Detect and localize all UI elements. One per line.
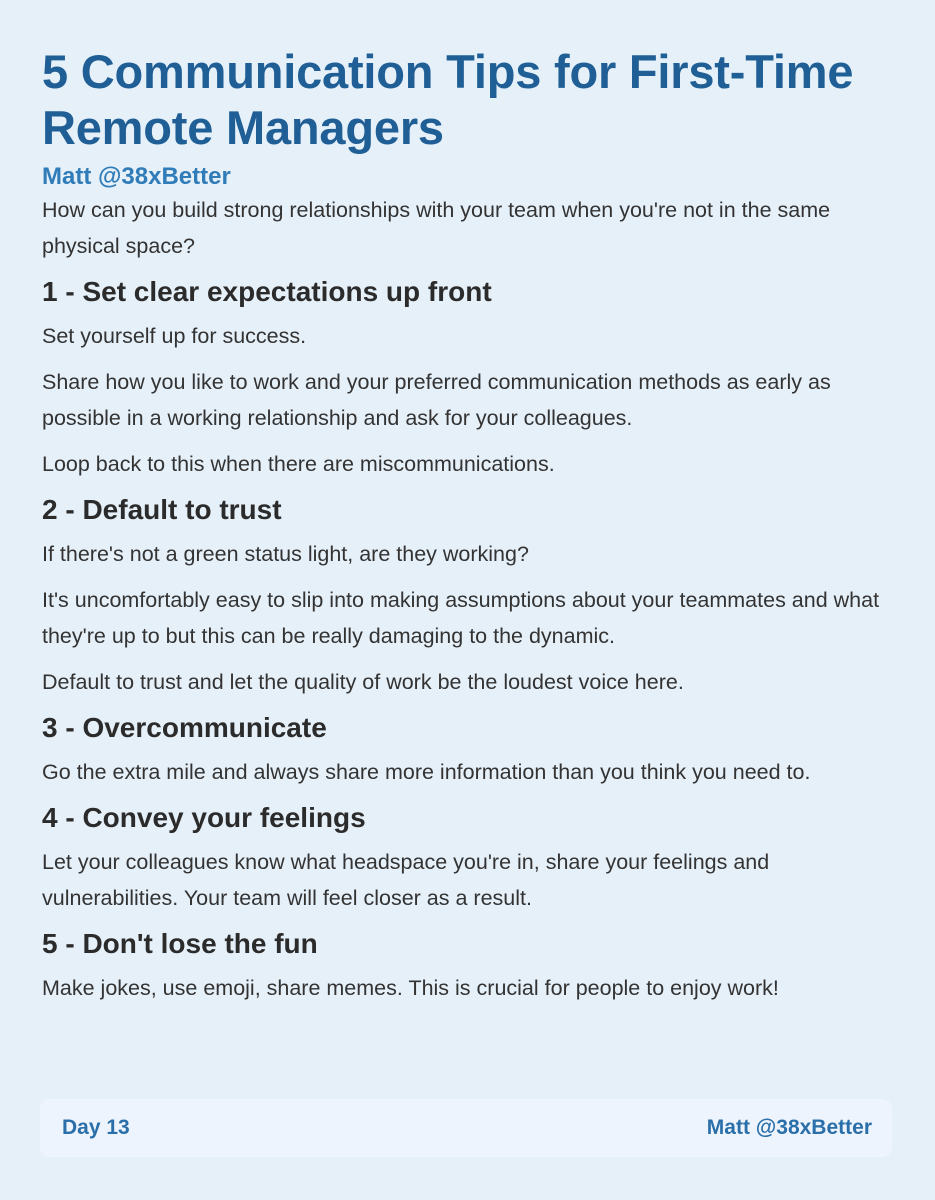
tip-paragraph: Let your colleagues know what headspace you're in, share your feelings and vulnerabilities. Your team will feel closer as a result. bbox=[42, 850, 770, 910]
tip-paragraph: Make jokes, use emoji, share memes. This is crucial for people to enjoy work! bbox=[42, 976, 779, 1000]
tip-paragraph: Loop back to this when there are miscommunications. bbox=[42, 452, 555, 476]
page-title: 5 Communication Tips for First-Time Remote Managers bbox=[42, 45, 854, 154]
tip-heading: 4 - Convey your feelings bbox=[42, 802, 366, 833]
tip-paragraph: Go the extra mile and always share more information than you think you need to. bbox=[42, 760, 811, 784]
footer-bar bbox=[40, 1099, 892, 1157]
page-content bbox=[42, 44, 902, 1006]
tip-paragraph: Default to trust and let the quality of work be the loudest voice here. bbox=[42, 670, 684, 694]
tip-1 bbox=[42, 272, 902, 482]
tip-4 bbox=[42, 798, 902, 916]
tip-3 bbox=[42, 708, 902, 790]
tip-heading: 1 - Set clear expectations up front bbox=[42, 276, 492, 307]
tip-paragraph: Set yourself up for success. bbox=[42, 324, 307, 348]
tip-paragraph: Share how you like to work and your preferred communication methods as early as possible in a working relationship and ask for your colleagues. bbox=[42, 370, 831, 430]
intro-paragraph: How can you build strong relationships with your team when you're not in the same physical space? bbox=[42, 198, 831, 258]
author-byline: Matt @38xBetter bbox=[42, 163, 231, 190]
tip-paragraph: It's uncomfortably easy to slip into making assumptions about your teammates and what they're up to but this can be really damaging to the dynamic. bbox=[42, 588, 880, 648]
tip-5 bbox=[42, 924, 902, 1006]
tip-heading: 2 - Default to trust bbox=[42, 494, 282, 525]
tip-2 bbox=[42, 490, 902, 700]
day-label: Day 13 bbox=[62, 1116, 130, 1139]
tip-heading: 3 - Overcommunicate bbox=[42, 712, 327, 743]
footer-author-handle: Matt @38xBetter bbox=[706, 1116, 872, 1139]
tip-heading: 5 - Don't lose the fun bbox=[42, 928, 318, 959]
tip-paragraph: If there's not a green status light, are they working? bbox=[42, 542, 529, 566]
